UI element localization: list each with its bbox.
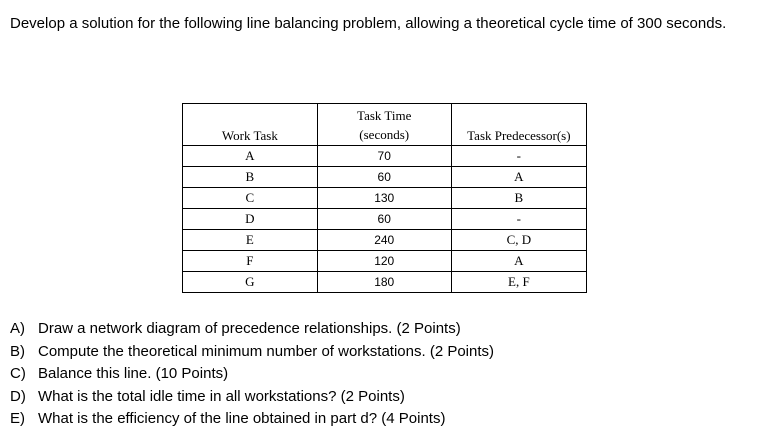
question-letter: D): [10, 387, 26, 405]
predecessor-cell: A: [451, 167, 586, 188]
predecessor-cell: -: [451, 209, 586, 230]
time-cell: 70: [317, 146, 451, 167]
task-table: [182, 103, 587, 293]
question-text: What is the efficiency of the line obtained in part d? (4 Points): [38, 410, 446, 427]
table-row: [183, 167, 587, 188]
time-cell: 60: [317, 167, 451, 188]
question-text: What is the total idle time in all workstations? (2 Points): [38, 387, 405, 405]
predecessor-cell: A: [451, 251, 586, 272]
question-text: Compute the theoretical minimum number of workstations. (2 Points): [38, 342, 495, 360]
header-task-predecessor: Task Predecessor(s): [451, 104, 586, 146]
question-list: [10, 318, 494, 431]
time-cell: 60: [317, 209, 451, 230]
predecessor-cell: B: [451, 188, 586, 209]
task-cell: G: [183, 272, 318, 293]
predecessor-cell: -: [451, 146, 586, 167]
table-row: [183, 188, 587, 209]
table-row: [183, 209, 587, 230]
question-item: [10, 318, 494, 341]
header-task-time: [317, 104, 451, 146]
table-row: [183, 272, 587, 293]
table-row: [183, 230, 587, 251]
task-cell: E: [183, 230, 318, 251]
question-text: Balance this line. (10 Points): [38, 365, 229, 382]
question-text: Draw a network diagram of precedence relationships. (2 Points): [38, 320, 461, 337]
time-cell: 180: [317, 272, 451, 293]
table-row: [183, 146, 587, 167]
header-task-time-line2: (seconds): [359, 126, 410, 142]
table-header-row: [183, 104, 587, 146]
task-cell: D: [183, 209, 318, 230]
task-cell: A: [183, 146, 318, 167]
time-cell: 130: [317, 188, 451, 209]
question-letter: A): [10, 320, 25, 337]
task-cell: B: [183, 167, 318, 188]
task-cell: C: [183, 188, 318, 209]
table-row: [183, 251, 587, 272]
predecessor-cell: C, D: [451, 230, 586, 251]
question-item: [10, 386, 494, 409]
question-item: [10, 341, 494, 364]
header-work-task: Work Task: [183, 104, 318, 146]
question-item: [10, 408, 494, 431]
time-cell: 120: [317, 251, 451, 272]
task-cell: F: [183, 251, 318, 272]
header-task-time-line1: Task Time: [357, 107, 412, 123]
question-letter: C): [10, 365, 26, 382]
problem-intro: Develop a solution for the following line balancing problem, allowing a theoretical cycle time of 300 seconds.: [10, 15, 727, 32]
question-letter: B): [10, 342, 25, 360]
question-letter: E): [10, 410, 25, 427]
time-cell: 240: [317, 230, 451, 251]
predecessor-cell: E, F: [451, 272, 586, 293]
question-item: [10, 363, 494, 386]
